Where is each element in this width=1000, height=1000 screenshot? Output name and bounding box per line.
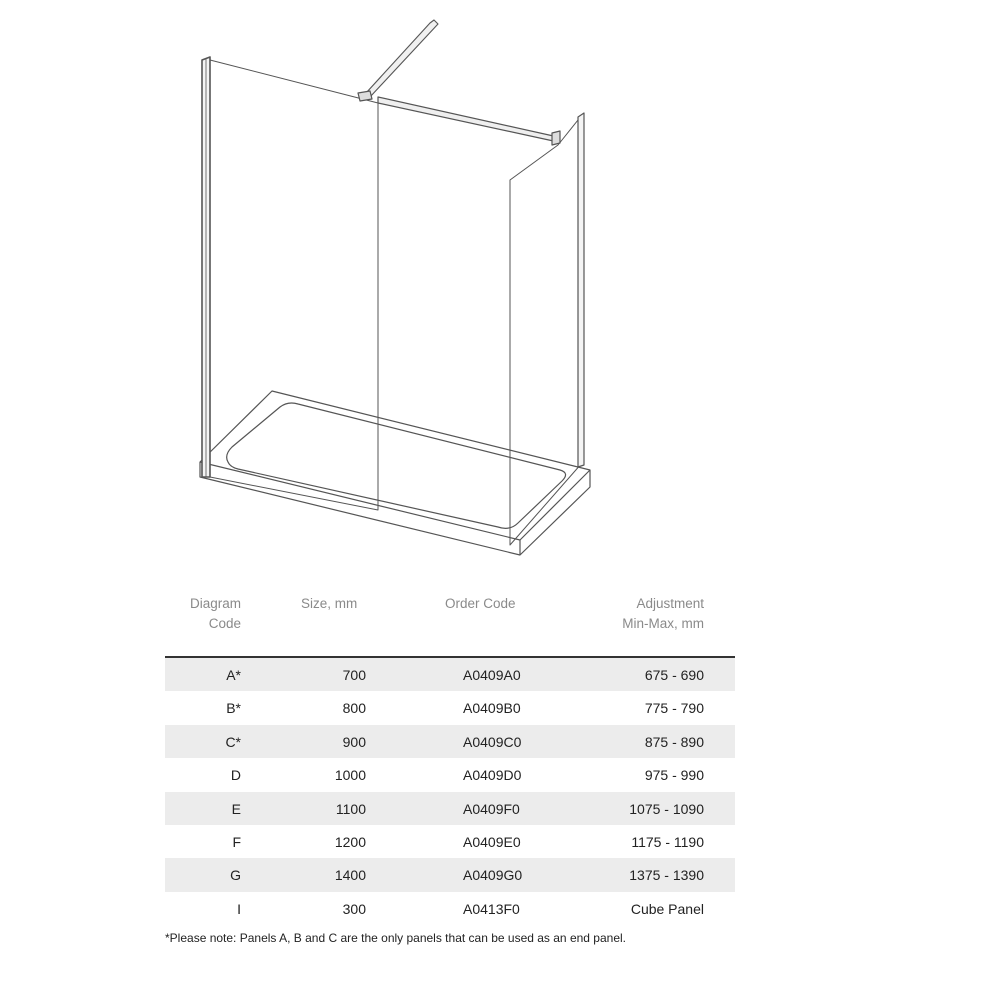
cell-order: A0409A0	[463, 667, 521, 683]
cell-size: 1200	[334, 833, 366, 850]
table-row	[165, 892, 735, 925]
table-row	[165, 858, 735, 891]
cell-adjustment: 975 - 990	[644, 767, 704, 784]
cell-adjustment: 775 - 790	[644, 700, 704, 717]
header-order-code: Order Code	[445, 596, 516, 611]
cell-adjustment: Cube Panel	[630, 900, 704, 917]
rail-bar	[378, 97, 558, 142]
cell-size: 800	[342, 700, 366, 717]
table-row	[165, 758, 735, 791]
cell-code: I	[237, 900, 241, 917]
cell-order: A0409F0	[463, 800, 520, 817]
cell-adjustment: 675 - 690	[644, 667, 704, 683]
cell-adjustment: 1375 - 1390	[629, 867, 704, 884]
cell-code: A*	[226, 667, 241, 683]
cell-code: E	[231, 800, 241, 817]
cell-size: 300	[342, 900, 366, 917]
cell-code: F	[232, 833, 241, 850]
cell-size: 1000	[334, 767, 366, 784]
cell-adjustment: 1075 - 1090	[629, 800, 704, 817]
footnote: *Please note: Panels A, B and C are the only panels that can be used as an end panel.	[165, 931, 626, 945]
cell-adjustment: 1175 - 1190	[631, 833, 704, 850]
cell-code: B*	[226, 700, 241, 717]
specification-table	[165, 592, 735, 925]
table-row	[165, 691, 735, 724]
cell-size: 700	[342, 667, 366, 683]
cell-size: 1400	[334, 867, 366, 884]
return-glass-panel	[510, 115, 582, 545]
table-header	[165, 592, 735, 656]
cell-code: G	[230, 867, 241, 884]
header-size: Size, mm	[301, 596, 358, 611]
table-row	[165, 792, 735, 825]
table-row	[165, 658, 735, 691]
cell-size: 900	[342, 733, 366, 750]
cell-order: A0409B0	[463, 700, 521, 717]
table-row	[165, 725, 735, 758]
cell-code: C*	[225, 733, 241, 750]
cell-size: 1100	[335, 800, 366, 817]
table-row	[165, 825, 735, 858]
cell-order: A0413F0	[463, 900, 520, 917]
support-arm	[366, 20, 438, 97]
cell-code: D	[230, 767, 241, 784]
header-diagram-code: Diagram Code	[189, 596, 241, 631]
header-adjustment: Adjustment Min-Max, mm	[622, 596, 704, 631]
main-glass-panel	[210, 60, 378, 510]
cell-order: A0409C0	[463, 733, 522, 750]
cell-adjustment: 875 - 890	[644, 733, 704, 750]
shower-enclosure-diagram	[180, 15, 620, 575]
cell-order: A0409D0	[463, 767, 522, 784]
cell-order: A0409E0	[463, 833, 521, 850]
cell-order: A0409G0	[463, 867, 523, 884]
